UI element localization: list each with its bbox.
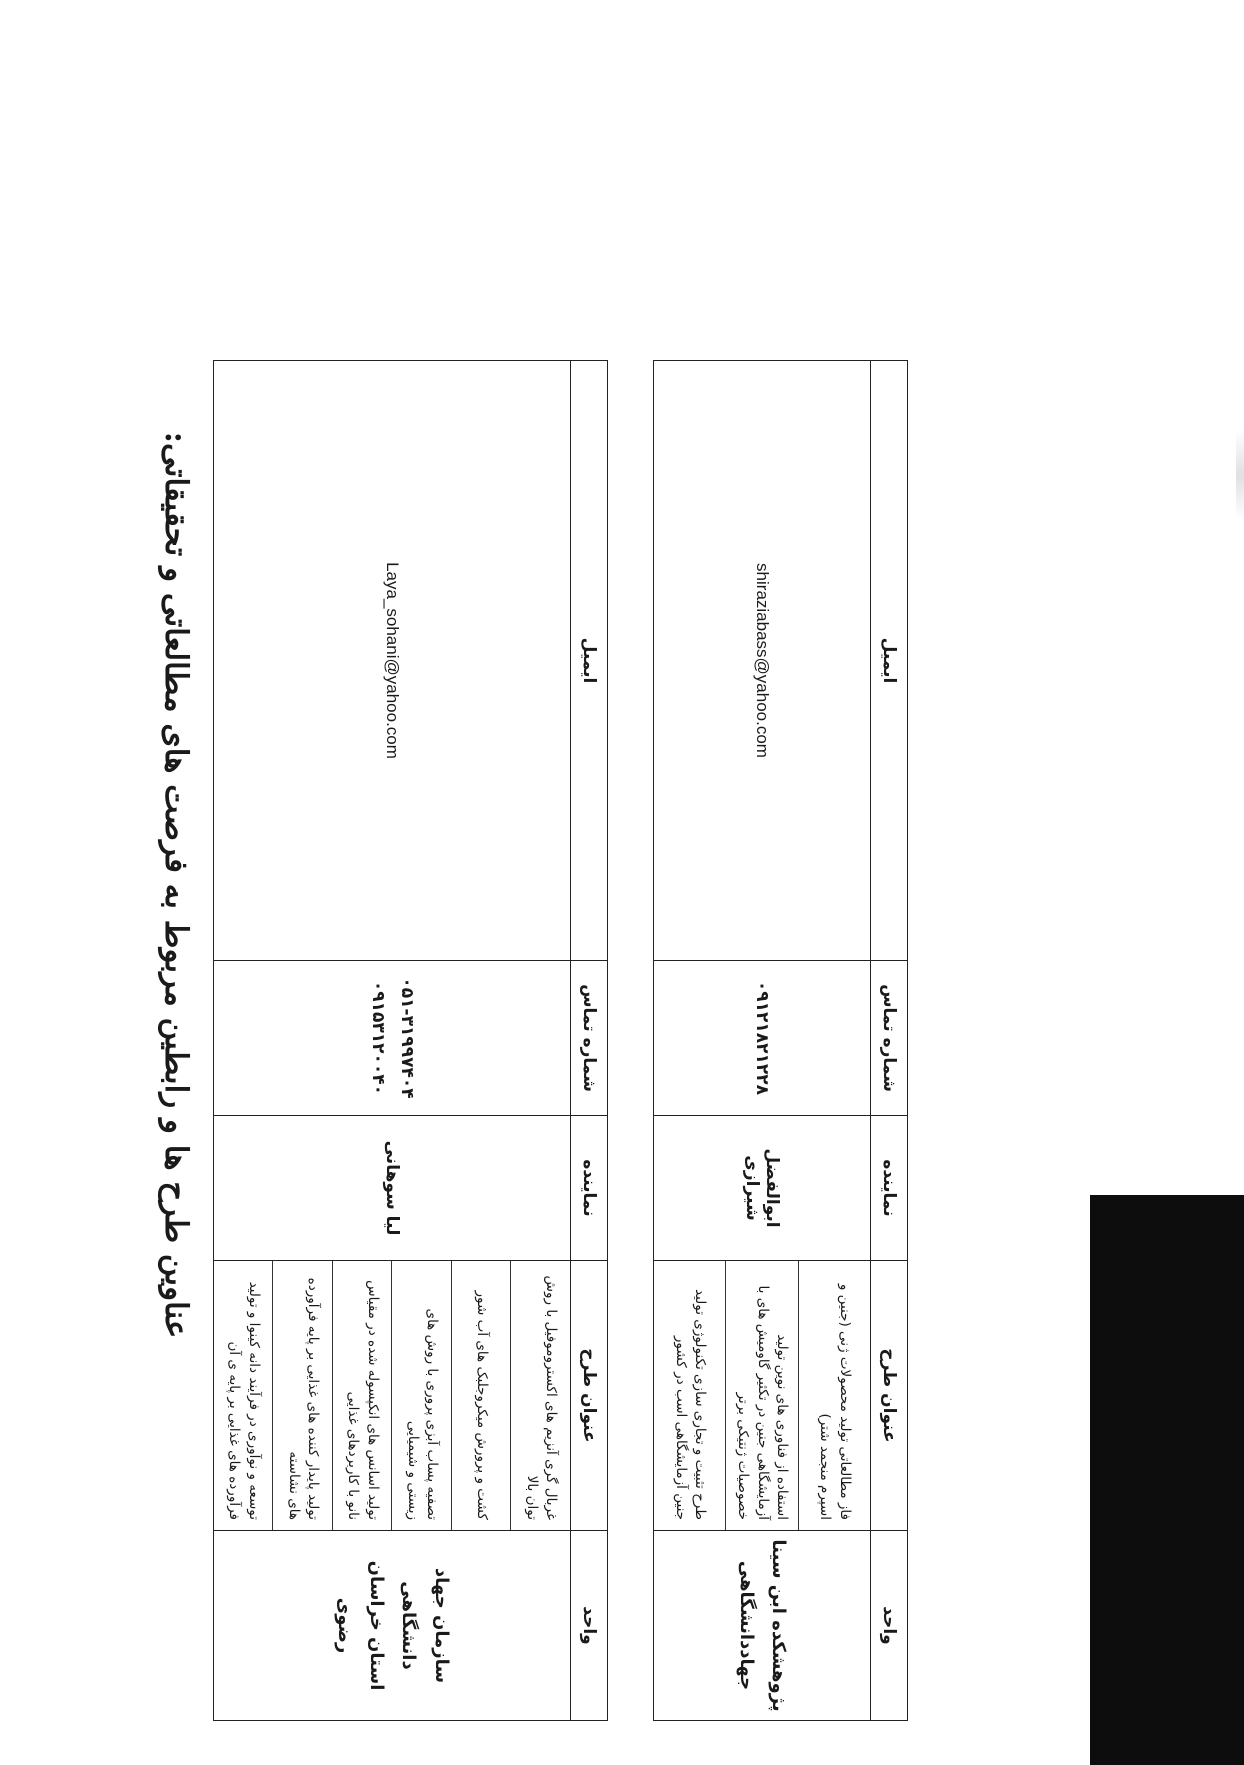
header-email: ایمیل	[571, 361, 608, 961]
unit-name: پژوهشکده ابن سینا	[768, 1539, 790, 1712]
representative-name: لیا سوهانی	[214, 1116, 571, 1261]
table-row	[654, 361, 871, 1721]
scan-smudge	[1236, 430, 1244, 520]
header-representative: نماینده	[571, 1116, 608, 1261]
header-email: ایمیل	[871, 361, 908, 961]
list-item: فاز مطالعاتی تولید محصولات ژنی (جنین و اسپرم منجمد شتر)	[798, 1261, 870, 1530]
phone-number: ۰۹۱۲۱۸۲۱۲۲۸	[752, 980, 773, 1096]
unit-organization: جهاددانشگاهی	[736, 1560, 757, 1691]
header-unit: واحد	[871, 1531, 908, 1721]
header-project-title: عنوان طرح	[571, 1261, 608, 1531]
unit-cell	[654, 1531, 871, 1721]
header-representative: نماینده	[871, 1116, 908, 1261]
header-contact-number: شماره تماس	[871, 961, 908, 1116]
projects-table-2	[653, 360, 908, 1721]
table-header-row	[571, 361, 608, 1721]
list-item: غربال گری آنزیم های اکستروموفیل با روش توان بالا	[511, 1261, 571, 1530]
phone-number: ۰۹۱۵۳۱۲۰۰۴۰	[368, 980, 388, 1096]
email-address: Laya_sohani@yahoo.com	[214, 361, 571, 961]
unit-cell	[214, 1531, 571, 1721]
phone-number: ۰۵۱-۳۱۹۹۷۴۰۴	[396, 977, 417, 1099]
list-item: استفاده از فناوری های نوین تولید آزمایشگاهی جنین در تکثیر گاومیش های با خصوصیات ژنتیکی برتر	[725, 1261, 797, 1530]
list-item: تولید اسانس های انکپسوله شده در مقیاس نانو با کاربردهای غذایی	[332, 1261, 392, 1530]
list-item: تصفیه پساب آبزی پروری با روش های زیستی و شیمیایی	[392, 1261, 452, 1530]
scan-edge-bar	[1090, 1195, 1244, 1765]
project-titles-cell	[654, 1261, 871, 1531]
list-item: کشت و پرورش میکروجلبک های آب شور	[451, 1261, 511, 1530]
project-list	[654, 1261, 870, 1530]
header-contact-number: شماره تماس	[571, 961, 608, 1116]
header-project-title: عنوان طرح	[871, 1261, 908, 1531]
contact-number-cell	[654, 961, 871, 1116]
project-titles-cell	[214, 1261, 571, 1531]
list-item: طرح تثبیت و تجاری سازی تکنولوژی تولید جنین آزمایشگاهی اسب در کشور	[672, 1288, 709, 1520]
email-address: shiraziabass@yahoo.com	[654, 361, 871, 961]
representative-name: ابوالفضل شیرازی	[654, 1116, 871, 1261]
projects-table-1	[213, 360, 608, 1721]
page-title: عناوین طرح ها و رابطین مربوط به فرصت های مطالعاتی و تحقیقاتی:	[158, 431, 194, 1339]
list-item: تولید پایدار کننده های غذایی بر پایه فرآورده های نشاسته	[273, 1261, 333, 1530]
table-row	[214, 361, 571, 1721]
unit-name: سازمان جهاد دانشگاهی	[398, 1567, 452, 1684]
list-item: توسعه و نوآوری در فرآیند دانه کینوا و تولید فرآورده های غذایی بر پایه ی آن	[226, 1281, 262, 1520]
table-header-row	[871, 361, 908, 1721]
header-unit: واحد	[571, 1531, 608, 1721]
project-list	[214, 1261, 570, 1530]
contact-number-cell	[214, 961, 571, 1116]
unit-province: استان خراسان رضوی	[333, 1560, 387, 1691]
